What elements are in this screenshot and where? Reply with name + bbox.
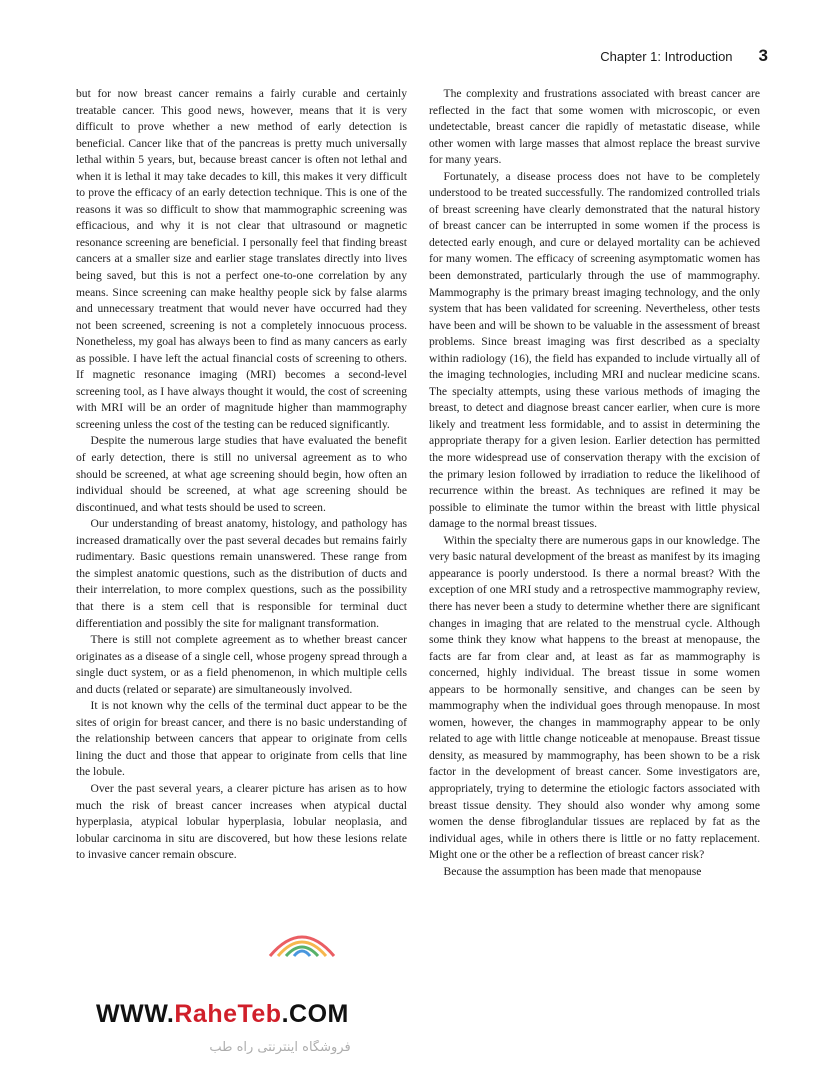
paragraph: but for now breast cancer remains a fairly curable and certainly treatable cancer. This good news, however, means that it is very difficult to prove whether a new method of early detection is beneficial. Cancer like that of the pancreas is pretty much universally lethal within 5 years, but, because breast cancer is often not lethal and when it is lethal it may take decades to kill, this makes it very difficult to prove the efficacy of an early detection technique. This is one of the reasons it was so difficult to show that mammographic screening was efficacious, and why it is not clear that ultrasound or magnetic resonance screening are beneficial. I personally feel that finding breast cancers at a smaller size and earlier stage translates directly into lives being saved, but this is not a perfect one-to-one correlation by any means. Since screening can make healthy people sick by false alarms and unnecessary treatment that would never have occurred had they not been screened, screening is not a completely innocuous process. Nonetheless, my goal has always been to find as many cancers as early as possible. I have left the actual financial costs of screening to others. If magnetic resonance imaging (MRI) becomes a second-level screening tool, as I have always thought it would, the cost of screening with MRI will be an order of magnitude higher than mammography screening unless the cost of the testing can be reduced significantly. (76, 87, 407, 431)
watermark-suffix: .COM (281, 1000, 349, 1028)
left-column (76, 86, 407, 864)
paragraph: Fortunately, a disease process does not have to be completely understood to be treated successfully. The randomized controlled trials of breast screening have clearly demonstrated that the natural history of breast cancer can be interrupted in some women if the process is detected early enough, and cure or delayed mortality can be achieved for many women. The efficacy of screening asymptomatic women has been demonstrated, particularly through the use of mammography. Mammography is the primary breast imaging technology, and the only system that has been validated for screening. Nevertheless, other tests have been and will be shown to be valuable in the assessment of breast problems. Since breast imaging was first described as a specialty within radiology (16), the field has expanded to include virtually all of the imaging technologies, including MRI and nuclear medicine scans. The specialty attempts, using these various methods of imaging the breast, to detect and diagnose breast cancer earlier, when cure is more likely and treatment less formidable, and to assist in determining the appropriate therapy for a given lesion. Earlier detection has permitted the more widespread use of conservation therapy with the excision of the primary lesion followed by irradiation to reduce the likelihood of recurrence within the breast. As techniques are refined it may be possible to eliminate the tumor within the breast with little physical damage to the normal breast tissues. (429, 169, 760, 531)
paragraph: Despite the numerous large studies that have evaluated the benefit of early detection, there is still no universal agreement as to who should be screened, at what age screening should begin, how often an individual should be screened, at what age screening should be discontinued, and what tests should be used to screen. (76, 434, 407, 514)
chapter-title: Chapter 1: Introduction (600, 49, 733, 64)
paragraph: There is still not complete agreement as to whether breast cancer originates as a disease of a single cell, whose progeny spread through a single duct system, or as a field phenomenon, in which multiple cells and ducts (related or separate) are simultaneously involved. (76, 633, 407, 696)
page-number: 3 (758, 46, 768, 65)
right-column (429, 86, 760, 880)
paragraph: Because the assumption has been made that menopause (443, 864, 702, 878)
paragraph: The complexity and frustrations associated with breast cancer are reflected in the fact that some women with microscopic, or even undetectable, breast cancer die rapidly of metastatic disease, while other women with large masses that almost replace the breast survive for many years. (429, 87, 760, 167)
running-header (600, 46, 768, 66)
watermark-persian-text: فروشگاه اینترنتی راه طب (209, 1040, 351, 1055)
watermark-logo-icon (262, 924, 342, 958)
paragraph: It is not known why the cells of the terminal duct appear to be the sites of origin for breast cancer, and there is no basic understanding of the relationship between cancers that appear to originate from cells lining the duct and those that appear to originate from cells that line the lobule. (76, 699, 407, 779)
watermark-url (96, 1000, 349, 1029)
paragraph: Within the specialty there are numerous gaps in our knowledge. The very basic natural development of the breast as manifest by its imaging appearance is poorly understood. Is there a normal breast? With the exception of one MRI study and a retrospective mammography review, there has never been a study to determine whether there are significant changes in imaging that are related to the menstrual cycle. Although some think they know what happens to the breast at menopause, the facts are far from clear and, at least as far as mammography is concerned, highly individual. The breast tissue in some women appears to be hormonally sensitive, and changes can be seen by mammography when the individual goes through menopause. In most women, however, the changes in mammography appear to be only related to age with little change noticeable at menopause. Breast tissue density, as measured by mammography, has been shown to be a risk factor in the development of breast cancer. Some investigators are, appropriately, trying to determine the etiologic factors associated with breast tissue density. They should also wonder why among some women the dense fibroglandular tissues are replaced by fat as the individual ages, while in others there is little or no fatty replacement. Might one or the other be a reflection of breast cancer risk? (429, 533, 760, 862)
paragraph: Over the past several years, a clearer picture has arisen as to how much the risk of breast cancer increases when atypical ductal hyperplasia, atypical lobular hyperplasia, lobular neoplasia, and lobular carcinoma in situ are discovered, but how these lesions relate to invasive cancer remain obscure. (76, 781, 407, 862)
paragraph: Our understanding of breast anatomy, histology, and pathology has increased dramatically over the past several decades but remains fairly rudimentary. Basic questions remain unanswered. These range from the simplest anatomic questions, such as the distribution of ducts and their interrelation, to more complex questions, such as the possibility that there is a stem cell that is responsible for terminal duct differentiation and possibly the site for malignant transformation. (76, 517, 407, 630)
watermark-prefix: WWW. (96, 1000, 175, 1028)
watermark-brand: RaheTeb (174, 1000, 282, 1028)
